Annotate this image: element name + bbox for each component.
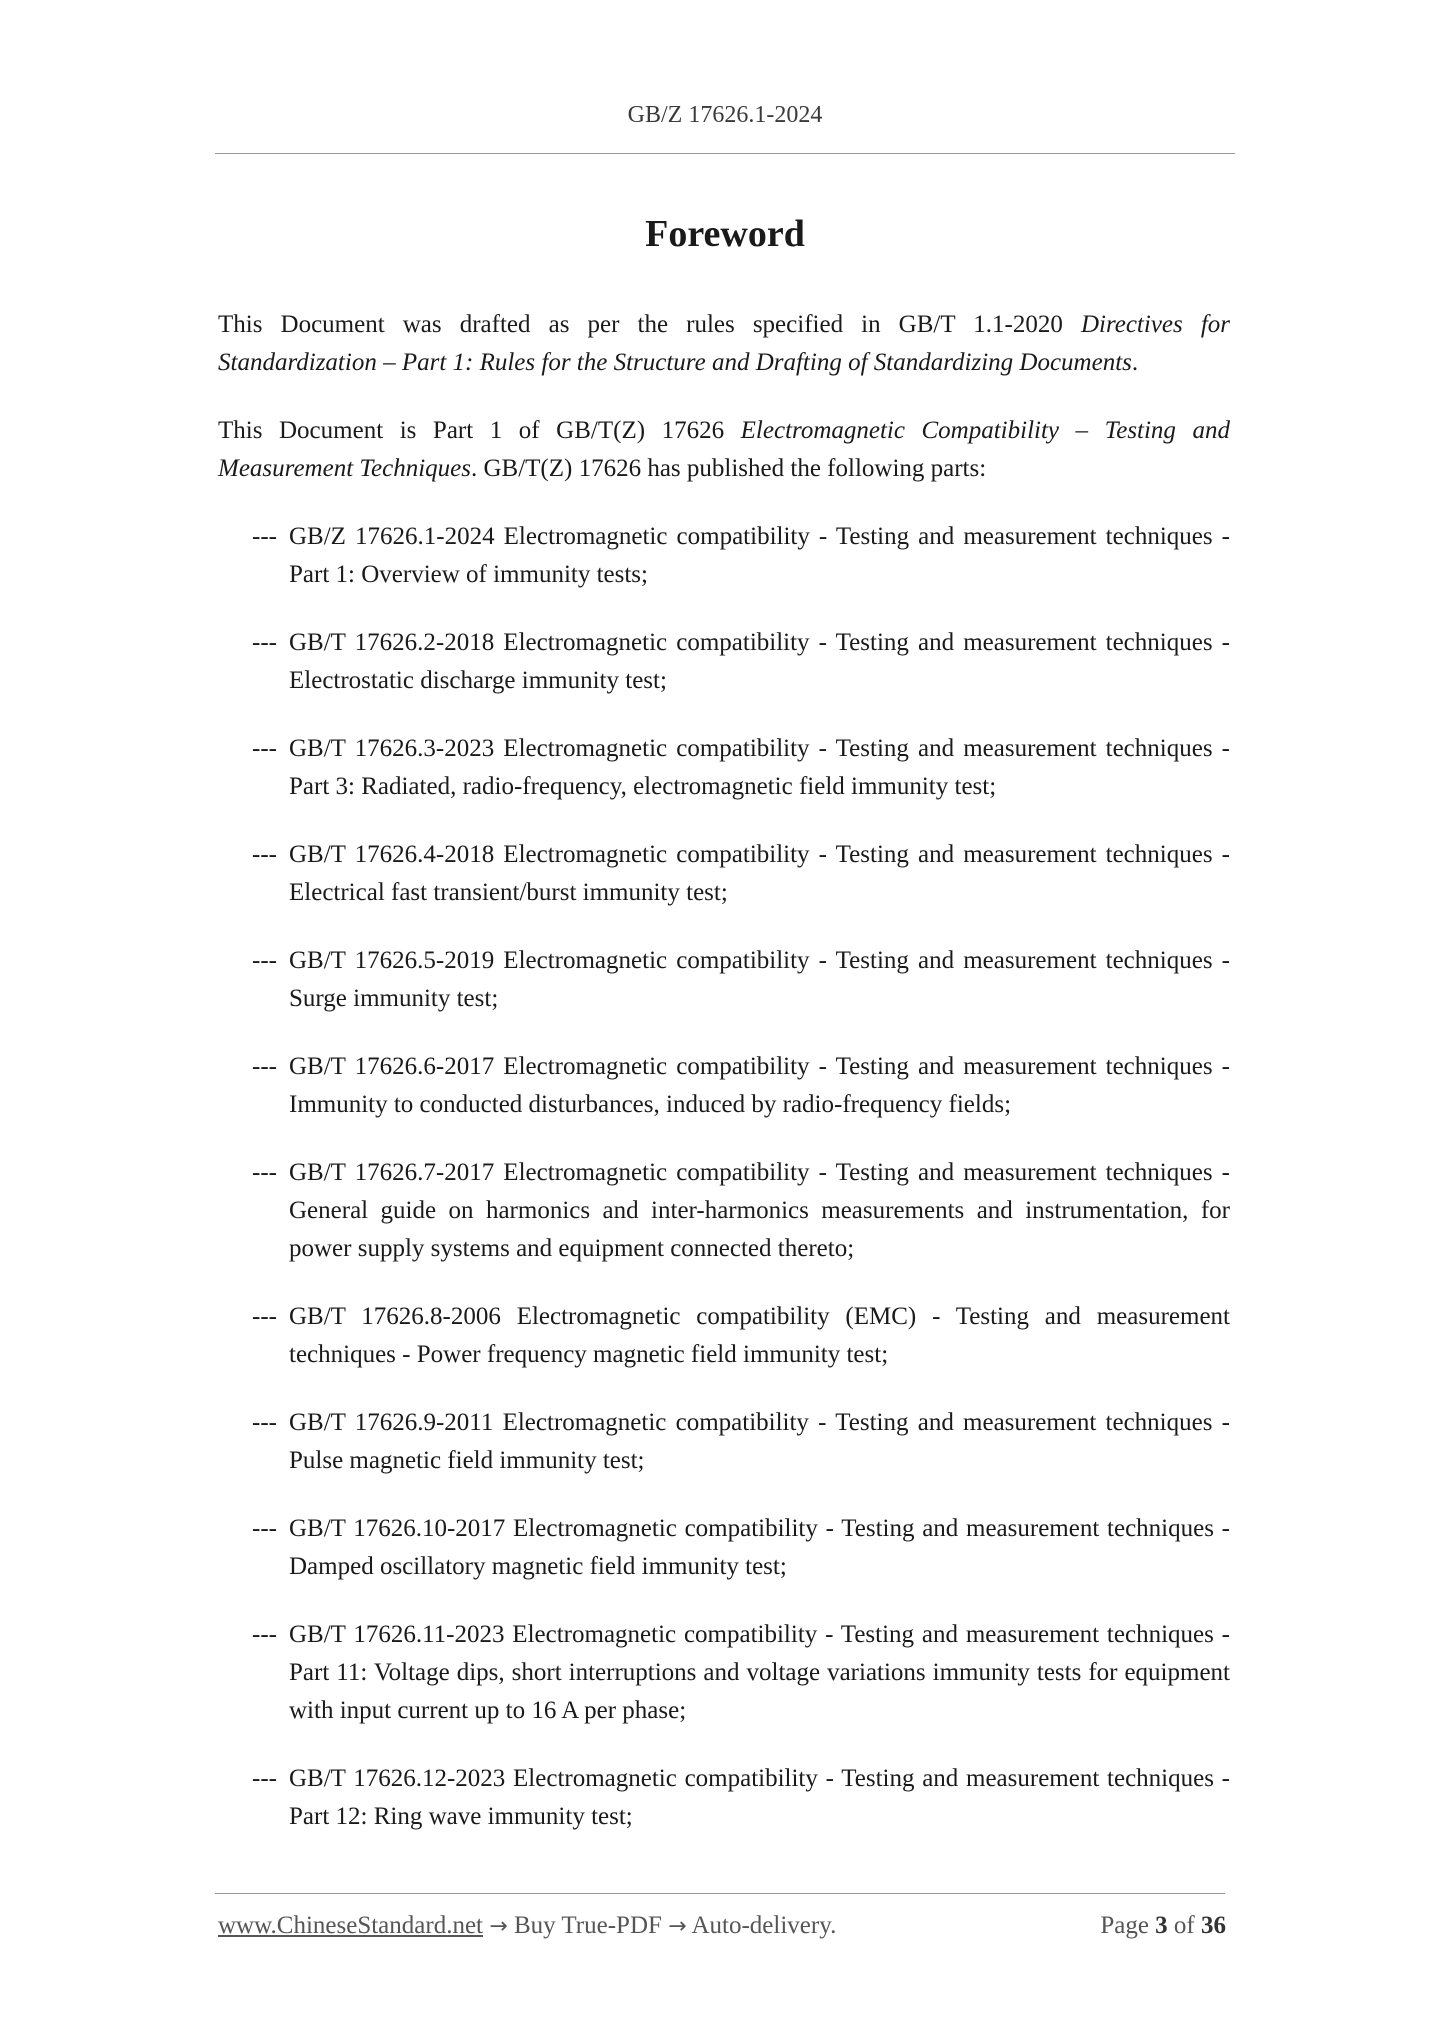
list-dash: ---: [252, 1159, 277, 1186]
list-item: [218, 1404, 1230, 1480]
p1-italic-title: Directives for Standardization – Part 1: Rules for the Structure and Drafting of Standardizing Documents: [218, 311, 1231, 376]
part-text: GB/Z 17626.1-2024 Electromagnetic compatibility - Testing and measurement techniques - Part 1: Overview of immunity tests;: [289, 523, 1230, 588]
document-body: [218, 306, 1230, 1866]
site-link[interactable]: www.ChineseStandard.net: [218, 1912, 483, 1939]
part-text: GB/T 17626.9-2011 Electromagnetic compatibility - Testing and measurement techniques - Pulse magnetic field immunity test;: [289, 1409, 1230, 1474]
list-item: [218, 836, 1230, 912]
part-text: GB/T 17626.3-2023 Electromagnetic compatibility - Testing and measurement techniques - Part 3: Radiated, radio-frequency, electromagnetic field immunity test;: [289, 735, 1230, 800]
part-text: GB/T 17626.7-2017 Electromagnetic compatibility - Testing and measurement techniques - General guide on harmonics and inter-harmonics measurements and instrumentation, for power supply systems and equipment connected thereto;: [289, 1159, 1230, 1262]
list-dash: ---: [252, 629, 277, 656]
list-dash: ---: [252, 1303, 277, 1330]
parts-list: [218, 518, 1230, 1836]
part-text: GB/T 17626.8-2006 Electromagnetic compatibility (EMC) - Testing and measurement techniques - Power frequency magnetic field immunity test;: [289, 1303, 1230, 1368]
part-text: GB/T 17626.10-2017 Electromagnetic compatibility - Testing and measurement techniques - Damped oscillatory magnetic field immunity test;: [289, 1515, 1230, 1580]
list-item: [218, 942, 1230, 1018]
p2-italic-title: Electromagnetic Compatibility – Testing and Measurement Techniques: [218, 417, 1230, 482]
list-dash: ---: [252, 947, 277, 974]
p2-text: This Document is Part 1 of GB/T(Z) 17626: [218, 417, 741, 444]
list-dash: ---: [252, 1409, 277, 1436]
part-text: GB/T 17626.11-2023 Electromagnetic compatibility - Testing and measurement techniques - Part 11: Voltage dips, short interruptions and voltage variations immunity tests for equipment with input current up to 16 A per phase;: [289, 1621, 1230, 1724]
footer-divider: [215, 1893, 1225, 1894]
header-divider: [215, 153, 1235, 154]
list-item: [218, 730, 1230, 806]
arrow-right-icon: →: [668, 1914, 687, 1939]
list-item: [218, 1510, 1230, 1586]
part-text: GB/T 17626.6-2017 Electromagnetic compatibility - Testing and measurement techniques - Immunity to conducted disturbances, induced by radio-frequency fields;: [289, 1053, 1230, 1118]
list-dash: ---: [252, 1053, 277, 1080]
list-dash: ---: [252, 1765, 277, 1792]
total-pages: 36: [1201, 1912, 1226, 1939]
p1-text: This Document was drafted as per the rules specified in GB/T 1.1-2020: [218, 311, 1081, 338]
intro-paragraph-2: [218, 412, 1230, 488]
p1-end: .: [1131, 349, 1139, 376]
list-dash: ---: [252, 735, 277, 762]
list-item: [218, 518, 1230, 594]
page-number: [1100, 1912, 1226, 1940]
list-item: [218, 624, 1230, 700]
list-item: [218, 1154, 1230, 1268]
intro-paragraph-1: [218, 306, 1230, 382]
footer-promo: [218, 1912, 836, 1940]
list-item: [218, 1760, 1230, 1836]
page-label: Page: [1100, 1912, 1149, 1939]
list-item: [218, 1048, 1230, 1124]
list-dash: ---: [252, 523, 277, 550]
part-text: GB/T 17626.4-2018 Electromagnetic compatibility - Testing and measurement techniques - Electrical fast transient/burst immunity test;: [289, 841, 1230, 906]
current-page: 3: [1155, 1912, 1168, 1939]
list-item: [218, 1298, 1230, 1374]
page-title: Foreword: [645, 213, 805, 255]
delivery-text: Auto-delivery.: [691, 1912, 837, 1939]
list-item: [218, 1616, 1230, 1730]
page-of-label: of: [1173, 1912, 1195, 1939]
list-dash: ---: [252, 1621, 277, 1648]
part-text: GB/T 17626.5-2019 Electromagnetic compatibility - Testing and measurement techniques - Surge immunity test;: [289, 947, 1230, 1012]
list-dash: ---: [252, 841, 277, 868]
part-text: GB/T 17626.12-2023 Electromagnetic compatibility - Testing and measurement techniques - Part 12: Ring wave immunity test;: [289, 1765, 1230, 1830]
arrow-right-icon: →: [489, 1914, 508, 1939]
page-footer: [218, 1912, 1226, 1940]
running-header: GB/Z 17626.1-2024: [627, 102, 823, 128]
p2-end: . GB/T(Z) 17626 has published the following parts:: [470, 455, 987, 482]
buy-pdf-text: Buy True-PDF: [513, 1912, 662, 1939]
part-text: GB/T 17626.2-2018 Electromagnetic compatibility - Testing and measurement techniques - Electrostatic discharge immunity test;: [289, 629, 1230, 694]
list-dash: ---: [252, 1515, 277, 1542]
